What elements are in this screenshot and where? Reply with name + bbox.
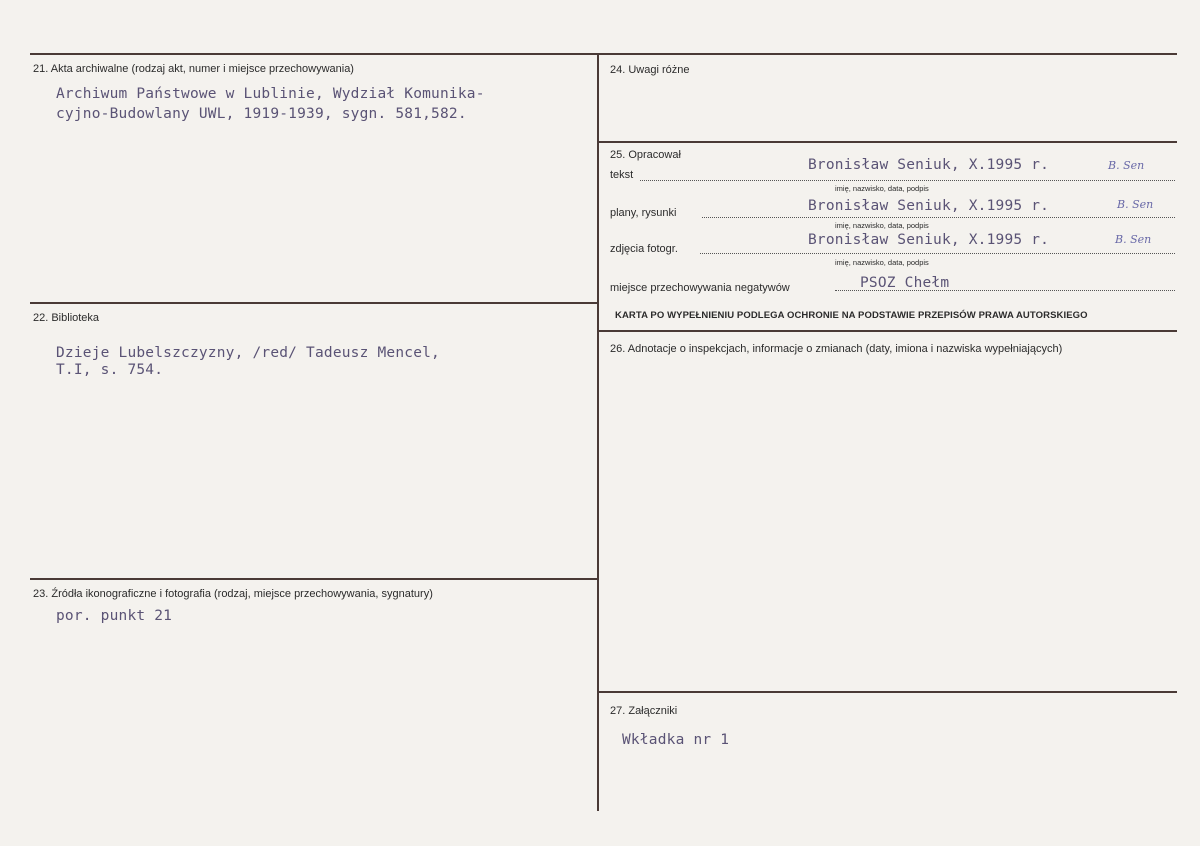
section-21-text-line1: Archiwum Państwowe w Lublinie, Wydział Komunika- bbox=[56, 86, 485, 102]
section-23-label: 23. Źródła ikonograficzne i fotografia (rodzaj, miejsce przechowywania, sygnatury) bbox=[33, 588, 433, 600]
center-divider bbox=[597, 53, 599, 811]
zdjecia-signature: B. Sen bbox=[1115, 233, 1152, 246]
rule-26-27 bbox=[598, 691, 1177, 693]
section-25-label: 25. Opracował bbox=[610, 149, 681, 161]
section-22-text-line1: Dzieje Lubelszczyzny, /red/ Tadeusz Mencel, bbox=[56, 345, 440, 361]
negatywy-value: PSOZ Chełm bbox=[860, 275, 950, 291]
tekst-label: tekst bbox=[610, 169, 634, 181]
section-22-text-line2: T.I, s. 754. bbox=[56, 362, 164, 378]
section-27-label: 27. Załączniki bbox=[610, 705, 678, 717]
section-21-label: 21. Akta archiwalne (rodzaj akt, numer i miejsce przechowywania) bbox=[33, 63, 354, 75]
section-26-label: 26. Adnotacje o inspekcjach, informacje o zmianach (daty, imiona i nazwiska wypełniających) bbox=[610, 343, 1063, 355]
zdjecia-label: zdjęcia fotogr. bbox=[610, 243, 678, 255]
plany-value: Bronisław Seniuk, X.1995 r. bbox=[808, 198, 1050, 214]
section-21-text-line2: cyjno-Budowlany UWL, 1919-1939, sygn. 581,582. bbox=[56, 106, 467, 122]
section-24-label: 24. Uwagi różne bbox=[610, 64, 690, 76]
top-rule bbox=[30, 53, 1177, 55]
section-22-label: 22. Biblioteka bbox=[33, 312, 100, 324]
zdjecia-value: Bronisław Seniuk, X.1995 r. bbox=[808, 232, 1050, 248]
plany-label: plany, rysunki bbox=[610, 207, 677, 219]
rule-24-25 bbox=[598, 141, 1177, 143]
rule-22-23 bbox=[30, 578, 598, 580]
tekst-value: Bronisław Seniuk, X.1995 r. bbox=[808, 157, 1050, 173]
plany-caption: imię, nazwisko, data, podpis bbox=[835, 221, 929, 230]
plany-signature: B. Sen bbox=[1117, 198, 1154, 211]
rule-25-26 bbox=[598, 330, 1177, 332]
section-27-text: Wkładka nr 1 bbox=[622, 732, 730, 748]
section-23-text: por. punkt 21 bbox=[56, 608, 173, 624]
tekst-caption: imię, nazwisko, data, podpis bbox=[835, 184, 929, 193]
copyright-notice: KARTA PO WYPEŁNIENIU PODLEGA OCHRONIE NA PODSTAWIE PRZEPISÓW PRAWA AUTORSKIEGO bbox=[615, 310, 1088, 321]
plany-dotted-line bbox=[702, 217, 1175, 218]
tekst-dotted-line bbox=[640, 180, 1175, 181]
rule-21-22 bbox=[30, 302, 598, 304]
zdjecia-dotted-line bbox=[700, 253, 1175, 254]
zdjecia-caption: imię, nazwisko, data, podpis bbox=[835, 258, 929, 267]
tekst-signature: B. Sen bbox=[1108, 159, 1145, 172]
negatywy-label: miejsce przechowywania negatywów bbox=[610, 282, 790, 294]
